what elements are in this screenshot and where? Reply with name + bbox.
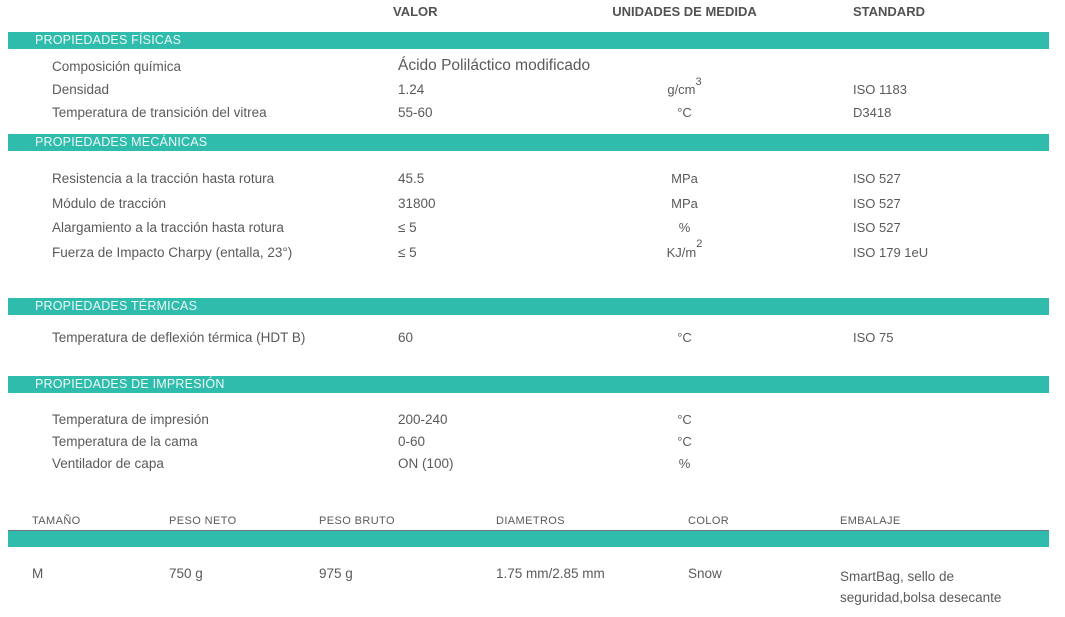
spec-value-embalaje <box>840 566 1065 608</box>
property-row <box>0 238 1065 270</box>
property-row <box>0 59 1065 82</box>
spec-value-diametros: 1.75 mm/2.85 mm <box>496 566 605 581</box>
property-value: ≤ 5 <box>398 244 417 260</box>
spec-header-peso-bruto: PESO BRUTO <box>319 515 395 527</box>
property-label: Temperatura de la cama <box>52 434 198 449</box>
property-standard: ISO 527 <box>853 195 901 211</box>
column-header-standard: STANDARD <box>853 4 925 19</box>
property-standard: ISO 527 <box>853 220 901 235</box>
section-bar-fisicas: PROPIEDADES FÍSICAS <box>8 32 1049 49</box>
property-label: Composición química <box>52 59 182 74</box>
property-label: Ventilador de capa <box>52 456 164 471</box>
property-row <box>0 105 1065 128</box>
property-standard: ISO 527 <box>853 171 901 186</box>
property-label: Módulo de tracción <box>52 195 167 211</box>
column-header-valor: VALOR <box>393 4 438 19</box>
section-rows-termicas <box>0 330 1065 354</box>
spec-value-peso-bruto: 975 g <box>319 566 353 581</box>
section-bar-impresion: PROPIEDADES DE IMPRESIÓN <box>8 376 1049 393</box>
property-value: 60 <box>398 330 414 345</box>
property-unit: % <box>678 456 691 471</box>
spec-table-header-row <box>0 515 1065 528</box>
property-standard: D3418 <box>853 105 892 120</box>
spec-header-color: COLOR <box>688 515 730 527</box>
property-value: 200-240 <box>398 412 448 427</box>
property-unit: MPa <box>671 195 698 211</box>
section-rows-impresion <box>0 412 1065 478</box>
spec-table <box>0 515 1065 608</box>
spec-value-peso-neto: 750 g <box>169 566 203 581</box>
property-value: 31800 <box>398 195 436 211</box>
spec-header-tamaño: TAMAÑO <box>32 515 81 527</box>
property-value: 45.5 <box>398 171 425 186</box>
property-row <box>0 330 1065 354</box>
property-value: ≤ 5 <box>398 220 417 235</box>
property-unit: °C <box>677 330 692 345</box>
property-row <box>0 196 1065 221</box>
property-row <box>0 412 1065 434</box>
section-rows-mecanicas <box>0 171 1065 269</box>
property-label: Alargamiento a la tracción hasta rotura <box>52 220 284 235</box>
property-row <box>0 456 1065 478</box>
spec-value-color: Snow <box>688 566 722 581</box>
property-row <box>0 220 1065 245</box>
property-row <box>0 75 1065 105</box>
property-unit: $KJ/m^2$ <box>666 238 703 260</box>
spec-embalaje-line: seguridad,bolsa desecante <box>840 590 1002 605</box>
property-unit: % <box>678 220 691 235</box>
spec-table-data-row <box>0 566 1065 608</box>
property-label: Temperatura de transición del vitrea <box>52 105 267 120</box>
property-standard: ISO 179 1eU <box>853 244 929 260</box>
property-row <box>0 434 1065 456</box>
column-header-row <box>0 0 1065 19</box>
property-row <box>0 171 1065 196</box>
property-unit: °C <box>677 105 692 120</box>
property-label: Densidad <box>52 82 110 97</box>
property-label: Resistencia a la tracción hasta rotura <box>52 171 275 186</box>
property-unit: °C <box>677 412 692 427</box>
property-value: 1.24 <box>398 82 425 97</box>
property-value: ON (100) <box>398 456 454 471</box>
property-label: Fuerza de Impacto Charpy (entalla, 23°) <box>52 244 293 260</box>
spec-header-embalaje: EMBALAJE <box>840 515 901 527</box>
property-unit: MPa <box>671 171 698 186</box>
property-value: 0-60 <box>398 434 426 449</box>
property-value: Ácido Poliláctico modificado <box>398 57 591 74</box>
section-bar-termicas: PROPIEDADES TÉRMICAS <box>8 298 1049 315</box>
spec-table-divider-bar <box>8 530 1049 547</box>
property-value: 55-60 <box>398 105 433 120</box>
property-label: Temperatura de impresión <box>52 412 209 427</box>
property-label: Temperatura de deflexión térmica (HDT B) <box>52 330 306 345</box>
spec-value-tamano: M <box>32 566 44 581</box>
column-header-unidades: UNIDADES DE MEDIDA <box>612 4 757 19</box>
property-sections <box>0 32 1065 478</box>
spec-embalaje-line: SmartBag, sello de <box>840 569 955 584</box>
section-rows-fisicas <box>0 59 1065 128</box>
property-standard: ISO 1183 <box>853 82 907 97</box>
property-unit: $g/cm^3$ <box>667 75 702 97</box>
spec-header-peso-neto: PESO NETO <box>169 515 237 527</box>
property-unit: °C <box>677 434 692 449</box>
section-bar-mecanicas: PROPIEDADES MECÁNICAS <box>8 134 1049 151</box>
property-standard: ISO 75 <box>853 330 894 345</box>
spec-header-diametros: DIAMETROS <box>496 515 565 527</box>
